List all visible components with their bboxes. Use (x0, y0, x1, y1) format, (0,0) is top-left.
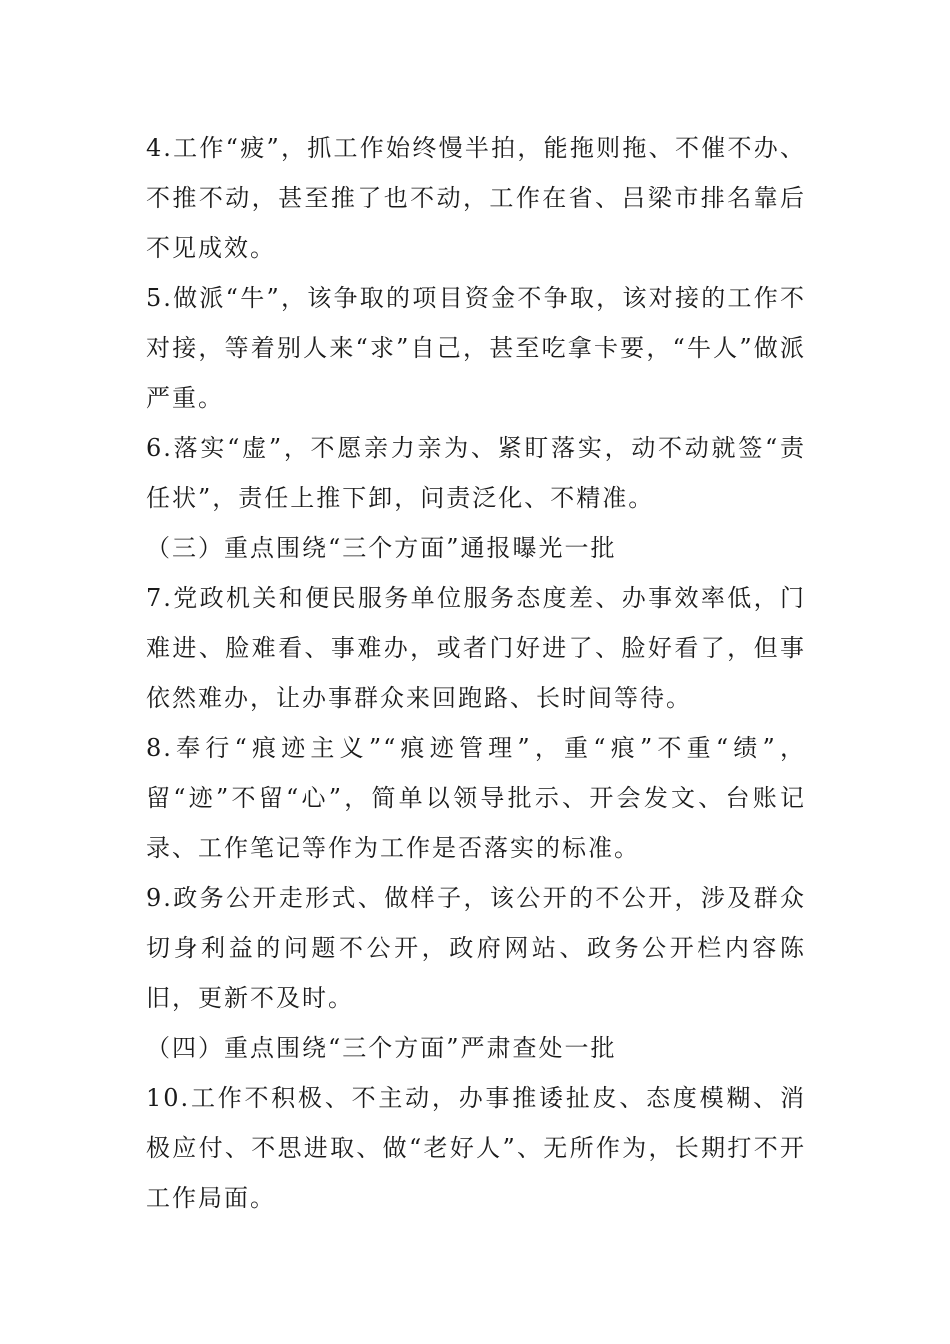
section-3-heading: （三）重点围绕“三个方面”通报曝光一批 (146, 534, 617, 562)
item-7-paragraph: 7.党政机关和便民服务单位服务态度差、办事效率低，门难进、脸难看、事难办，或者门好进了、脸好看了，但事依然难办，让办事群众来回跑路、长时间等待。 (146, 584, 806, 712)
item-5-paragraph: 5.做派“牛”，该争取的项目资金不争取，该对接的工作不对接，等着别人来“求”自己，甚至吃拿卡要，“牛人”做派严重。 (146, 284, 806, 412)
document-body (146, 123, 806, 1223)
item-6-paragraph: 6.落实“虚”，不愿亲力亲为、紧盯落实，动不动就签“责任状”，责任上推下卸，问责泛化、不精准。 (146, 434, 806, 512)
item-10-paragraph: 10.工作不积极、不主动，办事推诿扯皮、态度模糊、消极应付、不思进取、做“老好人”、无所作为，长期打不开工作局面。 (146, 1084, 806, 1212)
item-8-paragraph: 8.奉行“痕迹主义”“痕迹管理”，重“痕”不重“绩”，留“迹”不留“心”，简单以领导批示、开会发文、台账记录、工作笔记等作为工作是否落实的标准。 (146, 734, 806, 862)
item-4-paragraph: 4.工作“疲”，抓工作始终慢半拍，能拖则拖、不催不办、不推不动，甚至推了也不动，工作在省、吕梁市排名靠后不见成效。 (146, 134, 806, 262)
item-9-paragraph: 9.政务公开走形式、做样子，该公开的不公开，涉及群众切身利益的问题不公开，政府网站、政务公开栏内容陈旧，更新不及时。 (146, 884, 806, 1012)
section-4-heading: （四）重点围绕“三个方面”严肃查处一批 (146, 1034, 617, 1062)
